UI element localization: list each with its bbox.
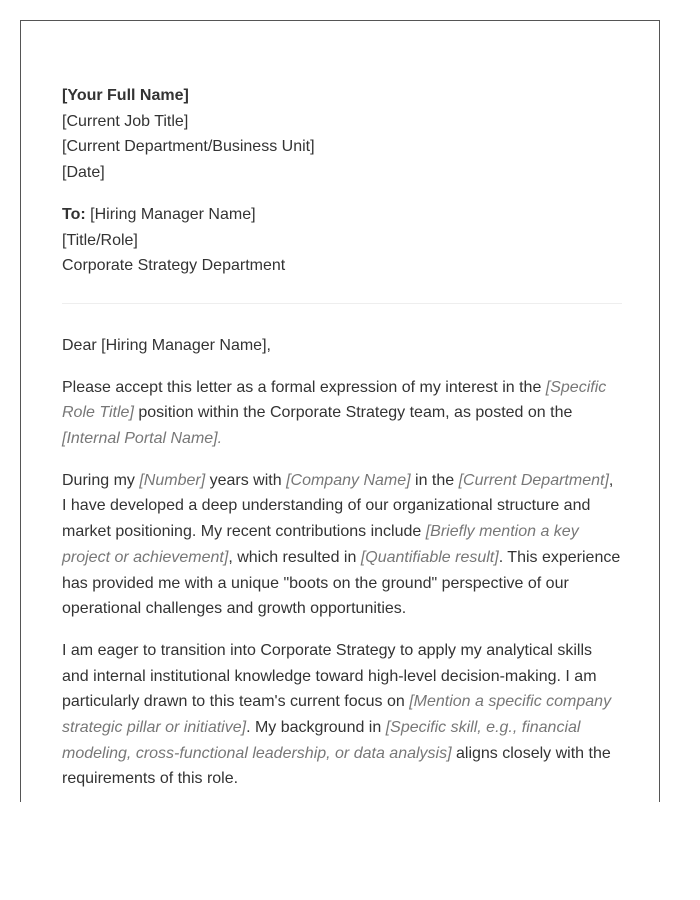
placeholder-text: [Quantifiable result] — [360, 548, 499, 566]
section-divider — [62, 303, 622, 304]
recipient-name-line — [62, 202, 622, 228]
placeholder-text: [Specific skill, e.g., financial modeling, cross-functional leadership, or data analysis] — [62, 719, 581, 762]
recipient-title: [Title/Role] — [62, 231, 138, 249]
paragraph-text: . This experience has provided me with a unique "boots on the ground" perspective of our operational challenges and growth opportunities. — [62, 548, 621, 618]
paragraph-text: Please accept this letter as a formal expression of my interest in the — [62, 378, 546, 396]
paragraph-text: , which resulted in — [228, 548, 361, 566]
recipient-block — [62, 202, 622, 279]
paragraph-text: in the — [410, 471, 459, 489]
to-label: To: — [62, 205, 86, 223]
placeholder-text: [Specific Role Title] — [62, 378, 607, 422]
salutation: Dear [Hiring Manager Name], — [62, 336, 271, 354]
letter-content — [62, 83, 622, 802]
sender-job-title: [Current Job Title] — [62, 112, 189, 130]
paragraph-motivation — [62, 638, 622, 792]
paragraph-text: During my — [62, 471, 140, 489]
paragraph-text: , I have developed a deep understanding of our organizational structure and market positioning. My recent contributions include — [62, 471, 614, 541]
placeholder-text: [Mention a specific company strategic pillar or initiative] — [62, 693, 612, 737]
placeholder-text: [Company Name] — [286, 471, 411, 489]
recipient-name: [Hiring Manager Name] — [85, 205, 256, 223]
placeholder-text: [Internal Portal Name] — [62, 430, 218, 448]
letter-page — [20, 20, 660, 802]
paragraph-interest — [62, 375, 622, 452]
paragraph-text: position within the Corporate Strategy team, as posted on the — [133, 404, 573, 422]
paragraph-text: years with — [205, 471, 287, 489]
sender-department: [Current Department/Business Unit] — [62, 138, 315, 156]
recipient-department: Corporate Strategy Department — [62, 257, 286, 275]
sender-full-name: [Your Full Name] — [62, 87, 189, 104]
paragraph-text: aligns closely with the requirements of this role. — [62, 744, 611, 788]
placeholder-text: [Current Department] — [458, 471, 609, 489]
placeholder-text: [Number] — [139, 471, 206, 489]
paragraph-text: . My background in — [246, 719, 386, 737]
paragraph-experience — [62, 468, 622, 622]
placeholder-text: . — [217, 430, 223, 448]
sender-block — [62, 83, 622, 186]
paragraph-text: I am eager to transition into Corporate Strategy to apply my analytical skills and internal institutional knowledge toward high-level decision-making. I am particularly drawn to this team's current focus on — [62, 641, 597, 711]
letter-date: [Date] — [62, 164, 105, 182]
placeholder-text: [Briefly mention a key project or achievement] — [62, 523, 579, 566]
